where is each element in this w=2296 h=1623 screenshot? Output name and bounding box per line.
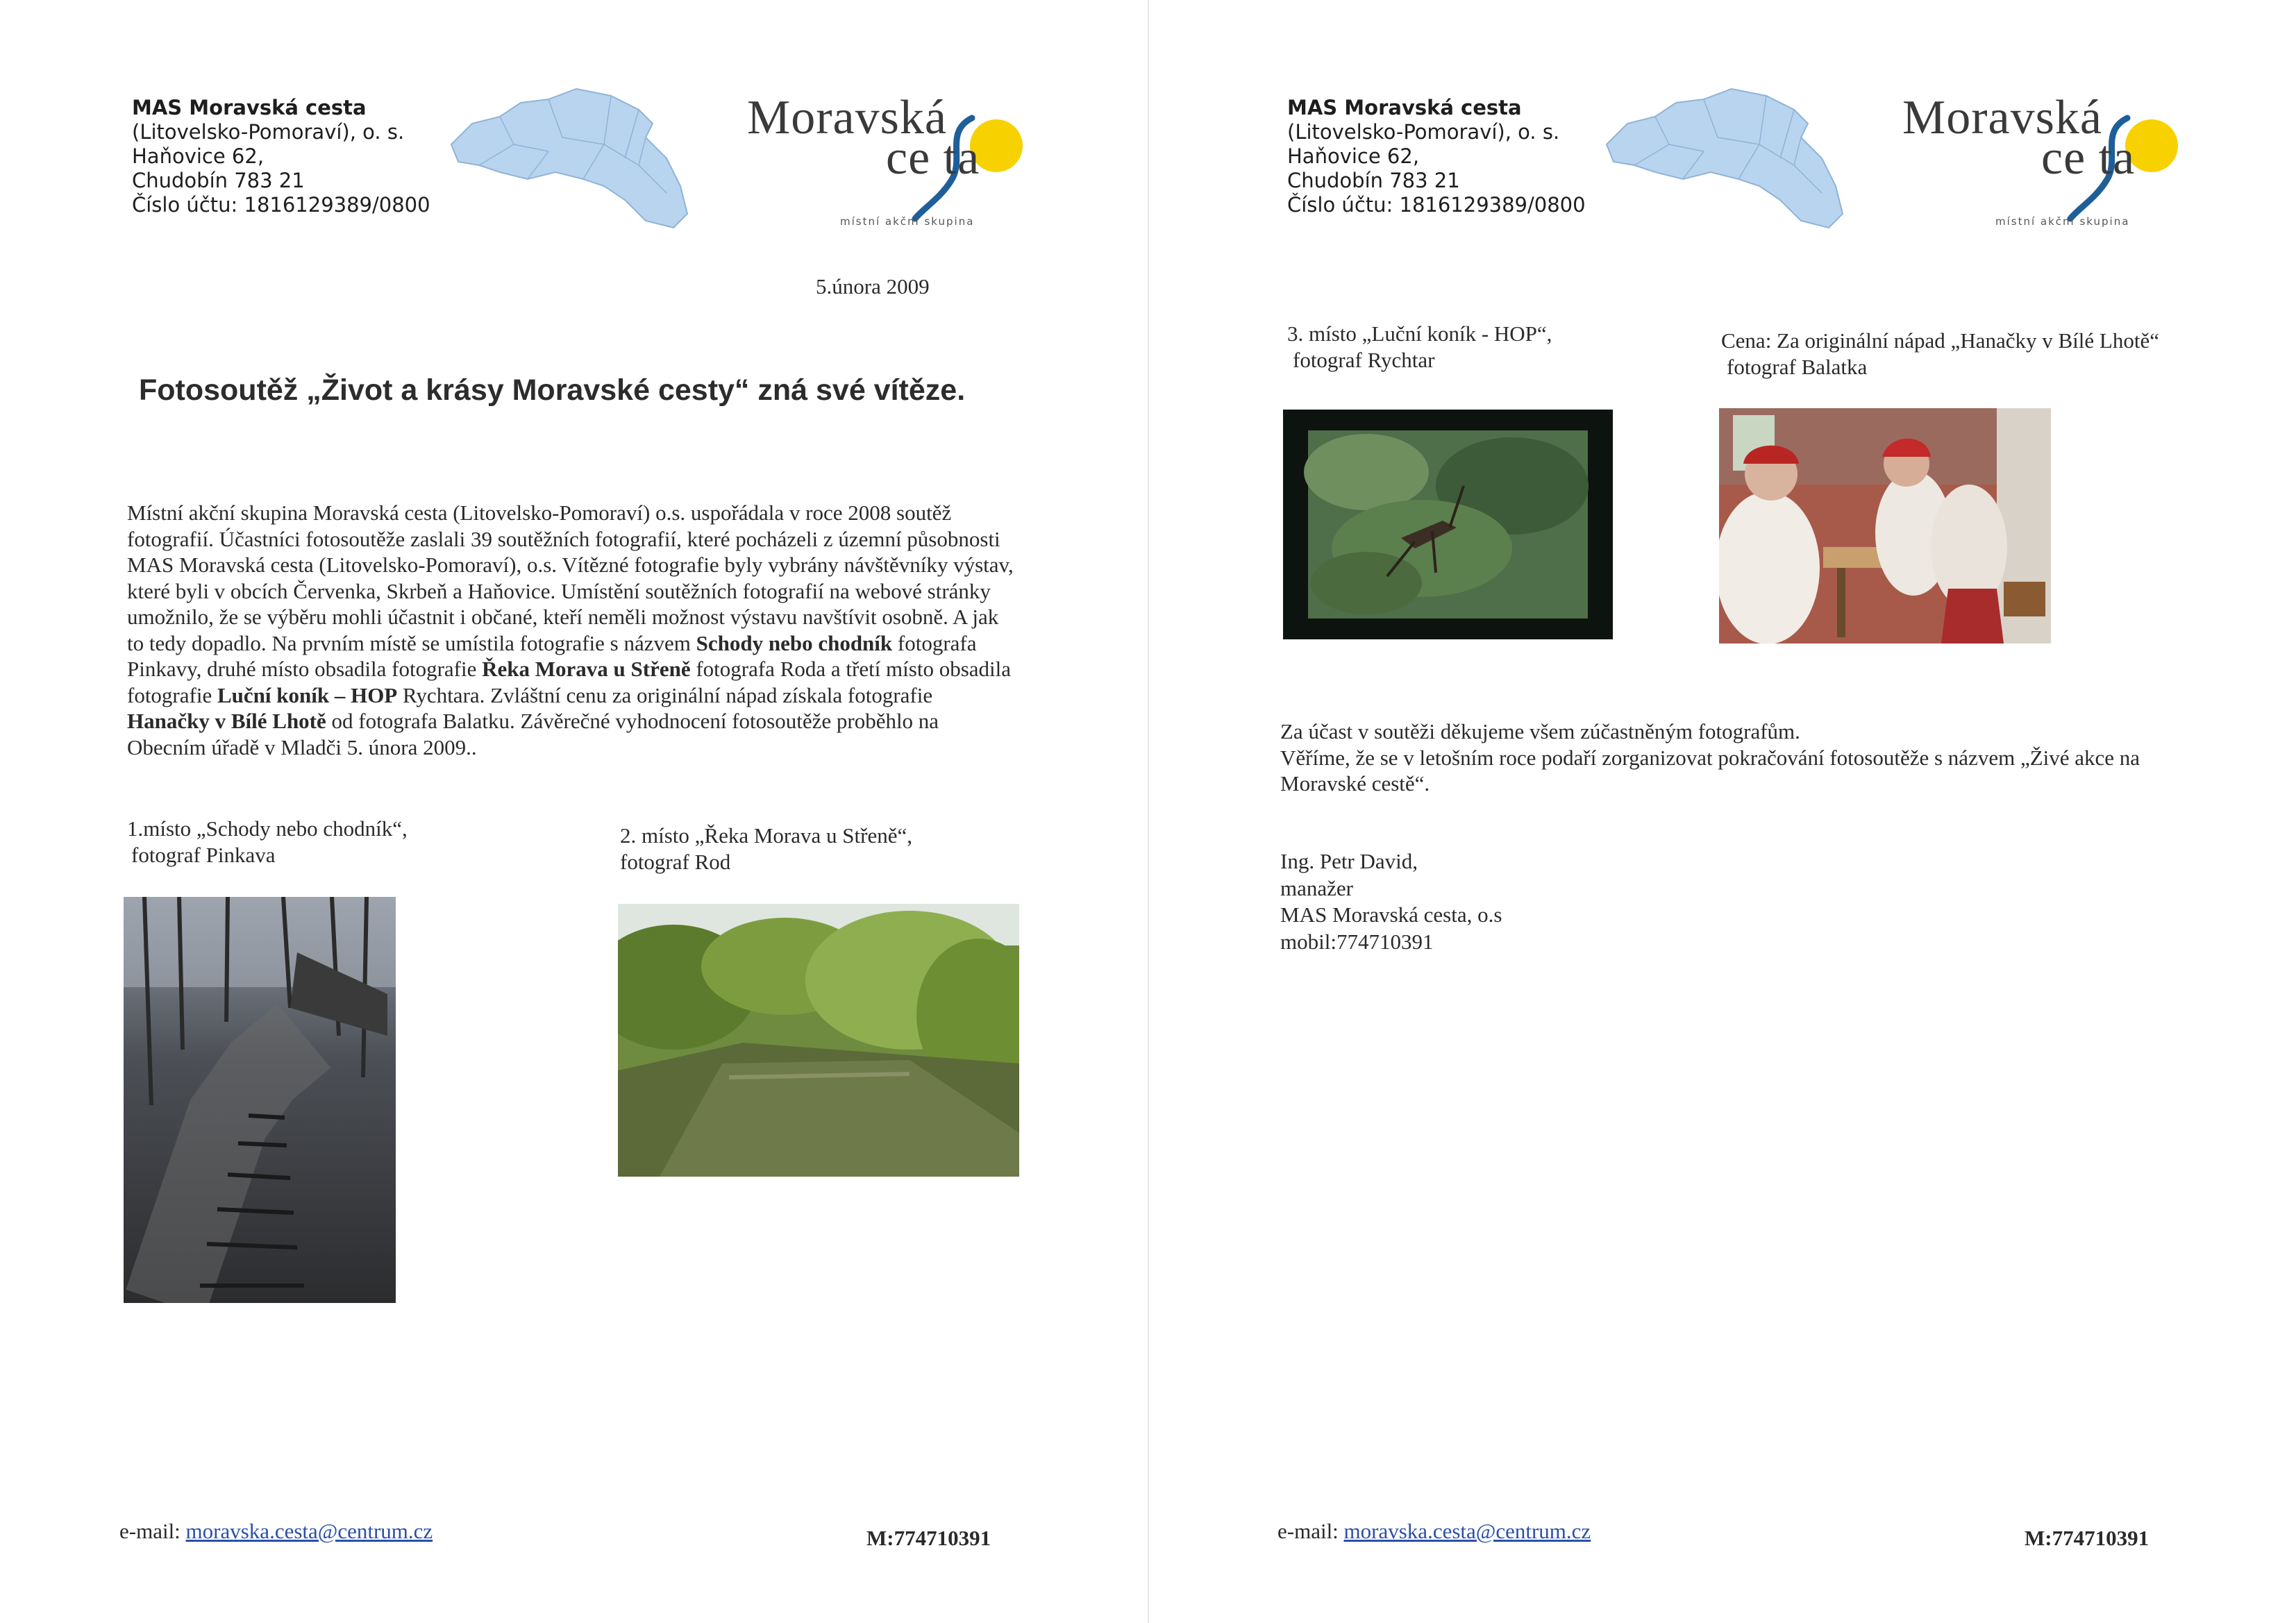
body-bold-title-1: Schody nebo chodník — [696, 630, 893, 655]
signatory-role: manažer — [1280, 875, 1353, 900]
body-text-part: od fotografa Balatku. Závěrečné vyhodnocení fotosoutěže proběhlo na Obecním úřadě v Mladči 5. února 2009.. — [127, 709, 939, 759]
photo-river-morava — [618, 904, 1019, 1177]
continuation-announcement: Věříme, že se v letošním roce podaří zorganizovat pokračování fotosoutěže s názvem „Živé akce na Moravské cestě“. — [1280, 745, 2140, 796]
special-prize-photographer: fotograf Balatka — [1727, 355, 1868, 379]
special-prize-title: Cena: Za originální nápad „Hanačky v Bílé Lhotě“ — [1721, 328, 2159, 353]
photo-hanacky — [1719, 408, 2051, 644]
body-text-part: Rychtara. Zvláštní cenu za originální nápad získala fotografie — [397, 682, 933, 707]
moravska-cesta-logo — [1891, 90, 2197, 236]
signatory-name: Ing. Petr David, — [1280, 849, 1418, 873]
special-prize-caption — [1721, 328, 2159, 380]
footer-email-label: e-mail: — [119, 1519, 181, 1543]
logo-word-moravska: Moravská — [1902, 91, 2102, 144]
place-3-title: 3. místo „Luční koník - HOP“, — [1287, 321, 1552, 346]
footer-mobile: M:774710391 — [2025, 1526, 2150, 1550]
region-map-image — [444, 82, 694, 235]
place-1-title: 1.místo „Schody nebo chodník“, — [127, 816, 408, 841]
org-region: (Litovelsko-Pomoraví), o. s. — [132, 120, 405, 144]
place-2-photographer: fotograf Rod — [620, 850, 731, 874]
region-map-image — [1600, 82, 1850, 235]
page-2 — [1148, 0, 2296, 1623]
signatory-mobile: mobil:774710391 — [1280, 929, 1434, 954]
place-2-caption — [620, 823, 912, 875]
place-3-caption — [1287, 321, 1552, 373]
org-name: MAS Moravská cesta — [132, 96, 367, 119]
org-region: (Litovelsko-Pomoraví), o. s. — [1287, 120, 1560, 144]
org-account: Číslo účtu: 1816129389/0800 — [1287, 193, 1586, 217]
org-account: Číslo účtu: 1816129389/0800 — [132, 193, 430, 217]
photo-stairs-forest — [124, 897, 396, 1303]
footer-email-block — [119, 1519, 433, 1544]
logo-word-moravska: Moravská — [747, 91, 947, 144]
article-body — [127, 500, 1016, 760]
place-1-caption — [127, 816, 408, 868]
body-bold-title-3: Luční koník – HOP — [217, 682, 398, 707]
org-address-block — [132, 96, 430, 217]
document-date: 5.února 2009 — [816, 274, 930, 298]
footer-email-label: e-mail: — [1277, 1519, 1339, 1543]
org-street: Haňovice 62, — [132, 144, 265, 168]
logo-tagline: místní akční skupina — [840, 215, 975, 228]
place-2-title: 2. místo „Řeka Morava u Střeně“, — [620, 823, 912, 848]
place-1-photographer: fotograf Pinkava — [131, 843, 276, 867]
thank-you-text — [1280, 718, 2197, 797]
body-text-part: Místní akční skupina Moravská cesta (Litovelsko-Pomoraví) o.s. uspořádala v roce 2008 soutěž fotografií. Účastníci fotosoutěže zaslali 39 soutěžních fotografií, které pocházeli z územní působnosti MAS Moravská cesta (Litovelsko-Pomoraví), o.s. Vítězné fotografie byly vybrány návštěvníky výstav, které byli v obcích Červenka, Skrbeň a Haňovice. Umístění soutěžních fotografií na webové stránky umožnilo, že se výběru mohli účastnit i občané, kteří neměli možnost výstavu navštívit osobně. A jak to tedy dopadlo. Na prvním místě se umístila fotografie s názvem — [127, 501, 1014, 655]
org-address-block — [1287, 96, 1586, 217]
headline: Fotosoutěž „Život a krásy Moravské cesty“ zná své vítěze. — [139, 373, 966, 407]
moravska-cesta-logo — [736, 90, 1041, 236]
footer-email-link[interactable]: moravska.cesta@centrum.cz — [185, 1519, 433, 1543]
org-city: Chudobín 783 21 — [132, 169, 305, 192]
footer-mobile: M:774710391 — [866, 1526, 991, 1550]
body-bold-title-2: Řeka Morava u Střeně — [482, 657, 691, 681]
photo-grasshopper — [1283, 410, 1613, 639]
org-street: Haňovice 62, — [1287, 144, 1420, 168]
footer-email-block — [1277, 1519, 1591, 1544]
org-city: Chudobín 783 21 — [1287, 169, 1460, 192]
body-text-part: fotografa Roda a třetí místo obsadila fotografie — [127, 657, 1012, 707]
logo-word-cesta: ce ta — [886, 131, 980, 185]
footer-email-link[interactable]: moravska.cesta@centrum.cz — [1343, 1519, 1591, 1543]
body-text-part: fotografa Pinkavy, druhé místo obsadila fotografie — [127, 630, 977, 681]
place-3-photographer: fotograf Rychtar — [1293, 348, 1435, 372]
body-bold-title-4: Hanačky v Bílé Lhotě — [127, 709, 326, 733]
logo-word-cesta: ce ta — [2041, 131, 2136, 185]
signature-block — [1280, 848, 1502, 955]
thank-you-line: Za účast v soutěži děkujeme všem zúčastněným fotografům. — [1280, 719, 1800, 743]
org-name: MAS Moravská cesta — [1287, 96, 1522, 119]
signatory-org: MAS Moravská cesta, o.s — [1280, 902, 1502, 927]
logo-tagline: místní akční skupina — [1995, 215, 2130, 228]
